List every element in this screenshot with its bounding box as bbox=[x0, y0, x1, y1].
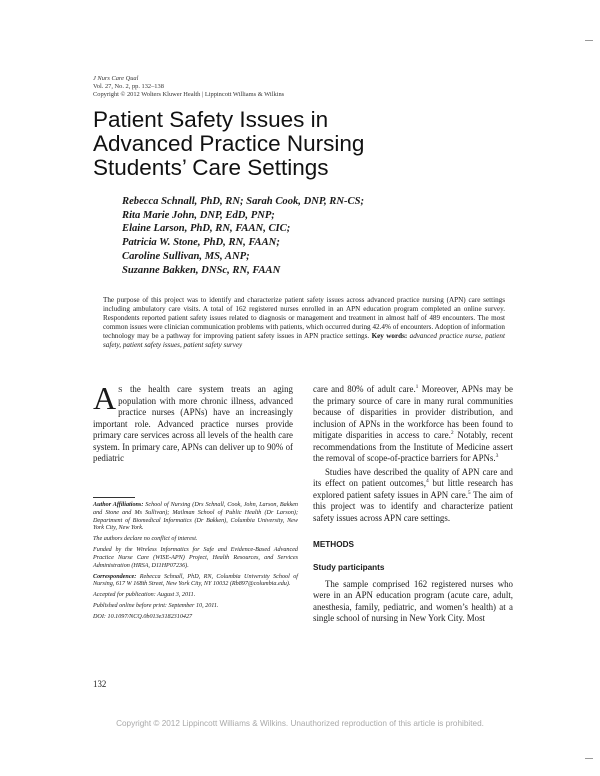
paragraph: The sample comprised 162 registered nurses who were in an APN education program (acute care, adult, anesthesia, family, pediatric, and women’s health) at a single school of nursing in New York City. Most bbox=[313, 578, 513, 624]
text-run: Studies have described the quality of APN care and its effect on patient outcomes, bbox=[313, 466, 513, 489]
citation: 3 bbox=[495, 453, 499, 460]
author-notes bbox=[93, 502, 298, 625]
title-line: Advanced Practice Nursing bbox=[93, 131, 365, 156]
published-note: Published online before print: September 10, 2011. bbox=[93, 603, 219, 610]
correspondence-note bbox=[93, 574, 298, 590]
correspondence-text: Rebecca Schnall, PhD, RN, Columbia University School of Nursing, 617 W 168th Street, New York City, NY 10032 (Rb897@columbia.edu). bbox=[93, 573, 298, 588]
intro-paragraph: the health care system treats an aging population with more chronic illness, advanced practice nurses (APNs) have an increasingly important role. Advanced practice nurses provide primary care services across all levels of the health care system. In primary care, APNs can deliver up to 90% of pediatric bbox=[93, 384, 293, 464]
text-run: The aim of this project was to identify and characterize patient safety issues across APN care settings. bbox=[313, 489, 513, 524]
crop-mark-top bbox=[585, 40, 593, 41]
funding-note: Funded by the Wireless Informatics for Safe and Evidence-Based Advanced Practice Nurse Care (WISE-APN) Project, Health Resources, and Services Administration (HRSA, D11HP07236). bbox=[93, 547, 298, 569]
author-line: Caroline Sullivan, MS, ANP; bbox=[122, 250, 250, 262]
author-line: Elaine Larson, PhD, RN, FAAN, CIC; bbox=[122, 223, 291, 235]
section-heading-methods: METHODS bbox=[313, 539, 354, 549]
journal-volume: Vol. 27, No. 2, pp. 132–138 bbox=[93, 83, 164, 90]
footnote-rule bbox=[93, 497, 135, 498]
keywords-label: Key words: bbox=[371, 332, 408, 341]
paragraph bbox=[313, 384, 513, 465]
author-line: Patricia W. Stone, PhD, RN, FAAN; bbox=[122, 237, 280, 249]
author-line: Rebecca Schnall, PhD, RN; Sarah Cook, DNP, RN-CS; bbox=[122, 196, 365, 207]
journal-info bbox=[93, 75, 284, 99]
author-list bbox=[122, 195, 364, 277]
body-column-right bbox=[313, 384, 513, 625]
title-line: Students’ Care Settings bbox=[93, 155, 329, 180]
drop-cap-rest: S bbox=[118, 385, 123, 394]
affiliations-label: Author Affiliations: bbox=[93, 502, 144, 508]
citation: 1 bbox=[415, 384, 419, 391]
text-run: Notably, recent recommendations from the Institute of Medicine assert the removal of scope-of-practice barriers for APNs. bbox=[313, 430, 513, 464]
crop-mark-bottom bbox=[585, 758, 593, 759]
citation: 2 bbox=[450, 430, 454, 437]
citation: 4 bbox=[425, 478, 429, 485]
drop-cap: A bbox=[93, 380, 117, 416]
journal-copyright: Copyright © 2012 Wolters Kluwer Health | Lippincott Williams & Wilkins bbox=[93, 91, 285, 98]
article-title bbox=[93, 108, 433, 180]
text-run: Moreover, APNs may be the primary source of care in many rural communities because of disparities in provider distribution, and inclusion of APNs in the workforce has been found to mitigate disparities in access to care. bbox=[313, 384, 513, 441]
abstract-text: The purpose of this project was to identify and characterize patient safety issues across advanced practice nursing (APN) care settings including ambulatory care visits. A total of 162 registered nurses enrolled in an APN education program completed an online survey. Respondents reported patient safety issues related to diagnosis or management and treatment in almost half of 489 encounters. The most common issues were clinician communication problems with patients, which occurred during 42.4% of encounters. Adoption of information technology may be a pathway for improving patient safety issues in APN practice settings. bbox=[103, 296, 505, 341]
affiliations-note bbox=[93, 502, 298, 533]
citation: 5 bbox=[467, 489, 471, 496]
author-line: Suzanne Bakken, DNSc, RN, FAAN bbox=[122, 264, 281, 276]
keywords: advanced practice nurse, patient safety, patient safety issues, patient safety survey bbox=[103, 332, 505, 350]
abstract bbox=[103, 296, 505, 351]
accepted-note: Accepted for publication: August 3, 2011. bbox=[93, 592, 196, 599]
body-column-left bbox=[93, 380, 293, 465]
text-run: care and 80% of adult care. bbox=[313, 384, 416, 394]
doi-note: DOI: 10.1097/NCQ.0b013e3182310427 bbox=[93, 614, 193, 621]
footer-copyright: Copyright © 2012 Lippincott Williams & Wilkins. Unauthorized reproduction of this article is prohibited. bbox=[116, 719, 484, 728]
author-line: Rita Marie John, DNP, EdD, PNP; bbox=[122, 209, 275, 221]
conflict-note: The authors declare no conflict of interest. bbox=[93, 536, 198, 543]
correspondence-label: Correspondence: bbox=[93, 573, 137, 580]
paragraph bbox=[313, 467, 513, 525]
title-line: Patient Safety Issues in bbox=[93, 107, 329, 132]
affiliations-text: School of Nursing (Drs Schnall, Cook, John, Larson, Bakken and Stone and Ms Sullivan); Mailman School of Public Health (Dr Larson); Department of Biomedical Informatics (Dr Bakken), Columbia University, New York City, New York. bbox=[93, 502, 298, 532]
text-run: but little research has explored patient safety issues in APN care. bbox=[313, 478, 513, 500]
journal-name: J Nurs Care Qual bbox=[93, 75, 139, 82]
page-number: 132 bbox=[93, 679, 107, 689]
subsection-heading-participants: Study participants bbox=[313, 563, 385, 573]
